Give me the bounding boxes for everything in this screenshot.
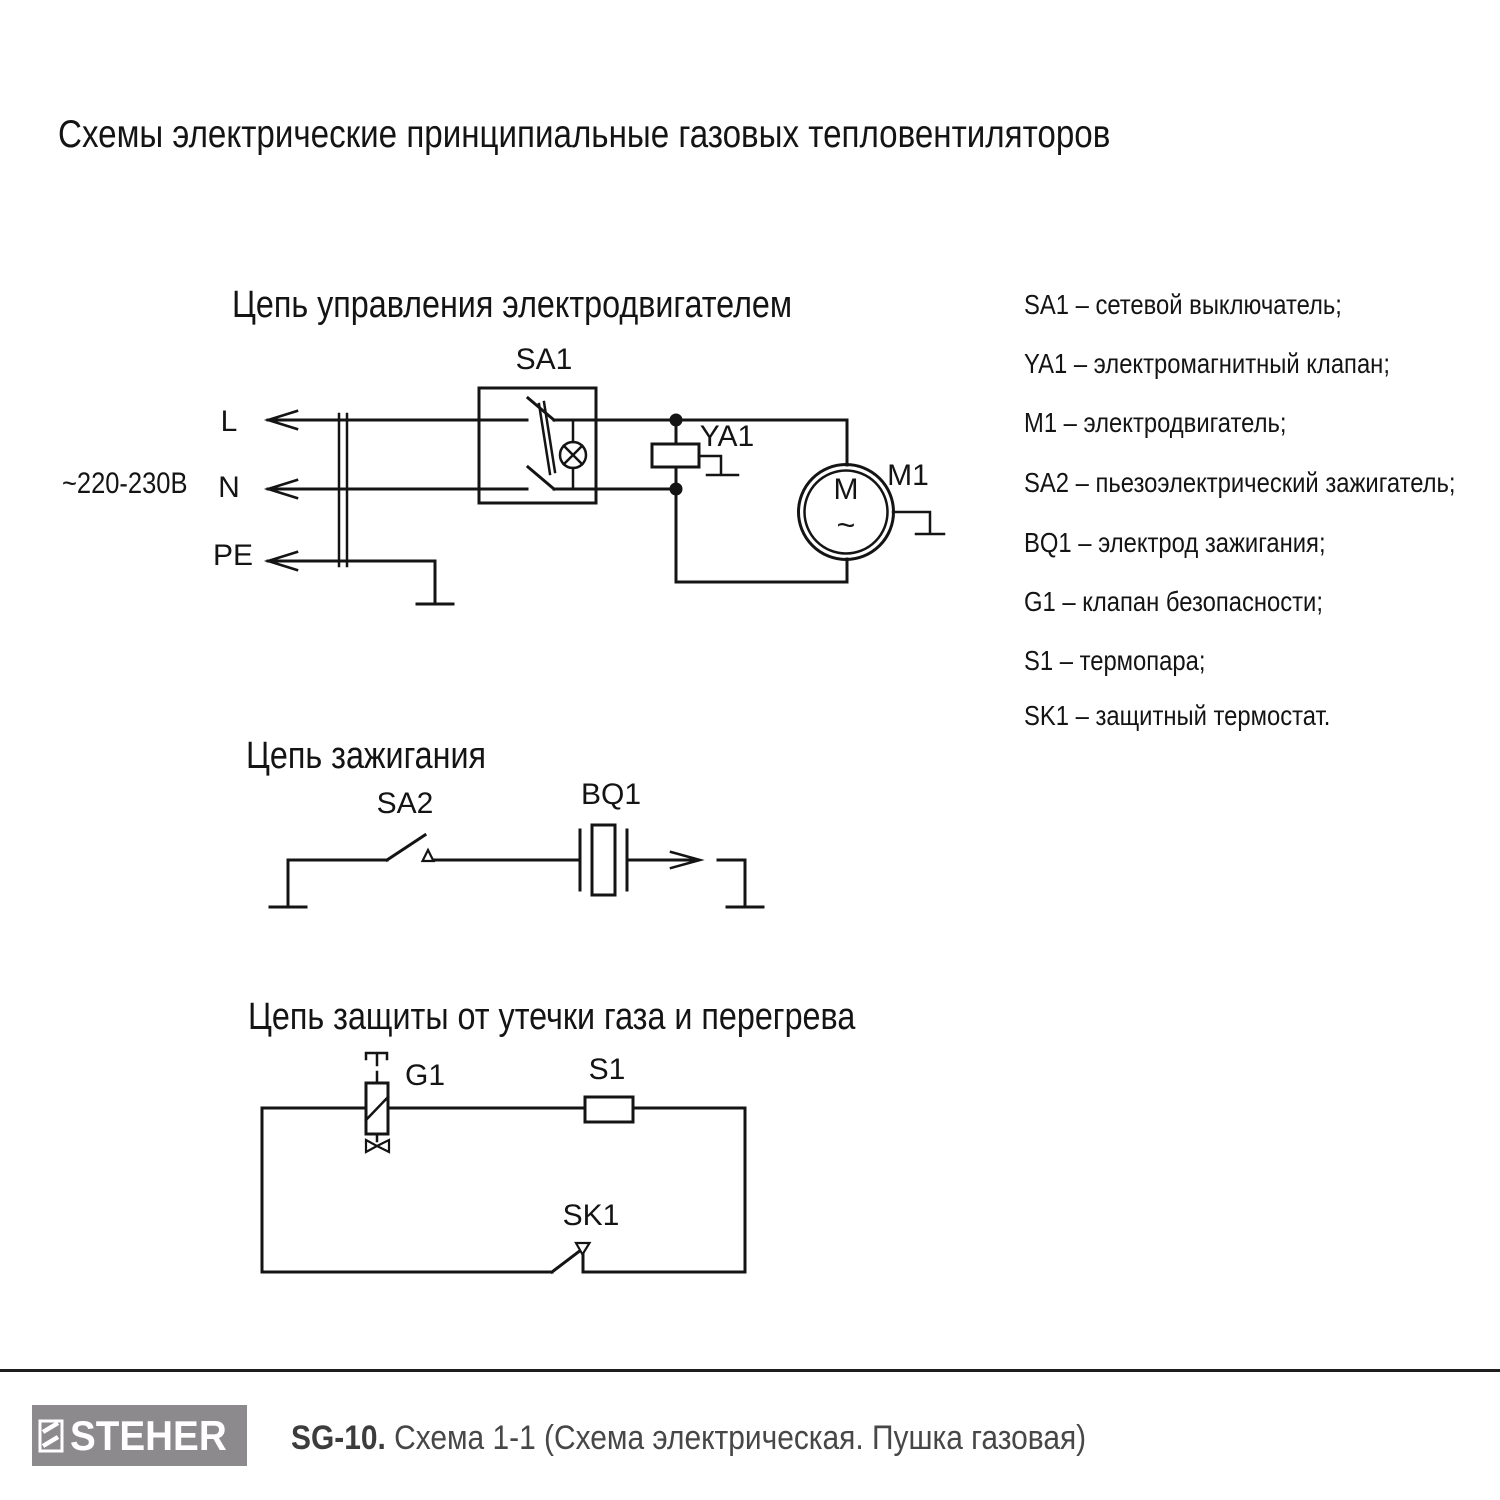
- ignition-circuit-title: Цепь зажигания: [246, 735, 486, 777]
- brand-logo-icon: [38, 1419, 64, 1453]
- legend-item-sa2: SA2 – пьезоэлектрический зажигатель;: [1024, 467, 1456, 498]
- electrode-bq1-label: BQ1: [580, 778, 642, 811]
- terminal-pe-label: PE: [212, 539, 254, 572]
- ignition-ground-left: [270, 860, 387, 907]
- ya1-ground: [699, 456, 738, 475]
- sk1-blade: [552, 1250, 581, 1272]
- legend-item-sa1: SA1 – сетевой выключатель;: [1024, 289, 1342, 320]
- motor-letter: M: [833, 473, 859, 506]
- protection-loop: [262, 1108, 745, 1272]
- page-title: Схемы электрические принципиальные газовых тепловентиляторов: [58, 113, 1111, 156]
- thermocouple-s1-icon: [585, 1097, 633, 1122]
- bq1-element: [592, 825, 615, 895]
- thermostat-sk1-icon: [552, 1243, 590, 1272]
- legend-item-m1: M1 – электродвигатель;: [1024, 407, 1287, 438]
- thermostat-sk1-label: SK1: [562, 1199, 620, 1232]
- g1-actuator-diagonal: [366, 1097, 388, 1120]
- terminal-n-label: N: [218, 471, 240, 504]
- protection-circuit-title: Цепь защиты от утечки газа и перегрева: [248, 996, 856, 1038]
- brand-logo: [32, 1405, 247, 1466]
- ignition-circuit: [270, 825, 763, 907]
- legend-item-s1: S1 – термопара;: [1024, 645, 1206, 676]
- indicator-lamp-icon: [560, 420, 586, 489]
- footer-model: SG-10.: [291, 1419, 386, 1457]
- valve-g1-label: G1: [404, 1059, 446, 1092]
- wire-pe-and-ground: [268, 561, 453, 604]
- legend-item-ya1: YA1 – электромагнитный клапан;: [1024, 348, 1390, 379]
- supply-voltage-label: ~220-230В: [62, 467, 188, 500]
- switch-sa1-label: SA1: [515, 343, 573, 376]
- footer-caption-line: [291, 1420, 1086, 1456]
- brand-name: STEHER: [70, 1411, 228, 1459]
- protection-circuit: [262, 1053, 745, 1272]
- ignition-ground-right: [718, 860, 763, 907]
- legend-item-sk1: SK1 – защитный термостат.: [1024, 700, 1331, 731]
- legend-item-g1: G1 – клапан безопасности;: [1024, 586, 1323, 617]
- igniter-sa2-label: SA2: [376, 787, 434, 820]
- footer-separator: [0, 1369, 1500, 1372]
- motor-ground: [893, 512, 944, 534]
- motor-m1-label: M1: [887, 459, 929, 492]
- electrode-bq1-icon: [580, 825, 627, 895]
- legend-item-bq1: BQ1 – электрод зажигания;: [1024, 527, 1326, 558]
- footer-caption: Схема 1-1 (Схема электрическая. Пушка газовая): [394, 1419, 1087, 1457]
- terminal-l-label: L: [220, 405, 238, 438]
- switch-sa2-blade: [387, 835, 425, 860]
- switch-sa2-actuator-icon: [423, 850, 434, 861]
- lamp-cross: [564, 446, 582, 464]
- thermocouple-s1-label: S1: [588, 1053, 626, 1086]
- motor-circuit-title: Цепь управления электродвигателем: [232, 284, 793, 326]
- motor-ac-symbol: ~: [836, 507, 856, 543]
- valve-ya1-label: YA1: [699, 420, 755, 453]
